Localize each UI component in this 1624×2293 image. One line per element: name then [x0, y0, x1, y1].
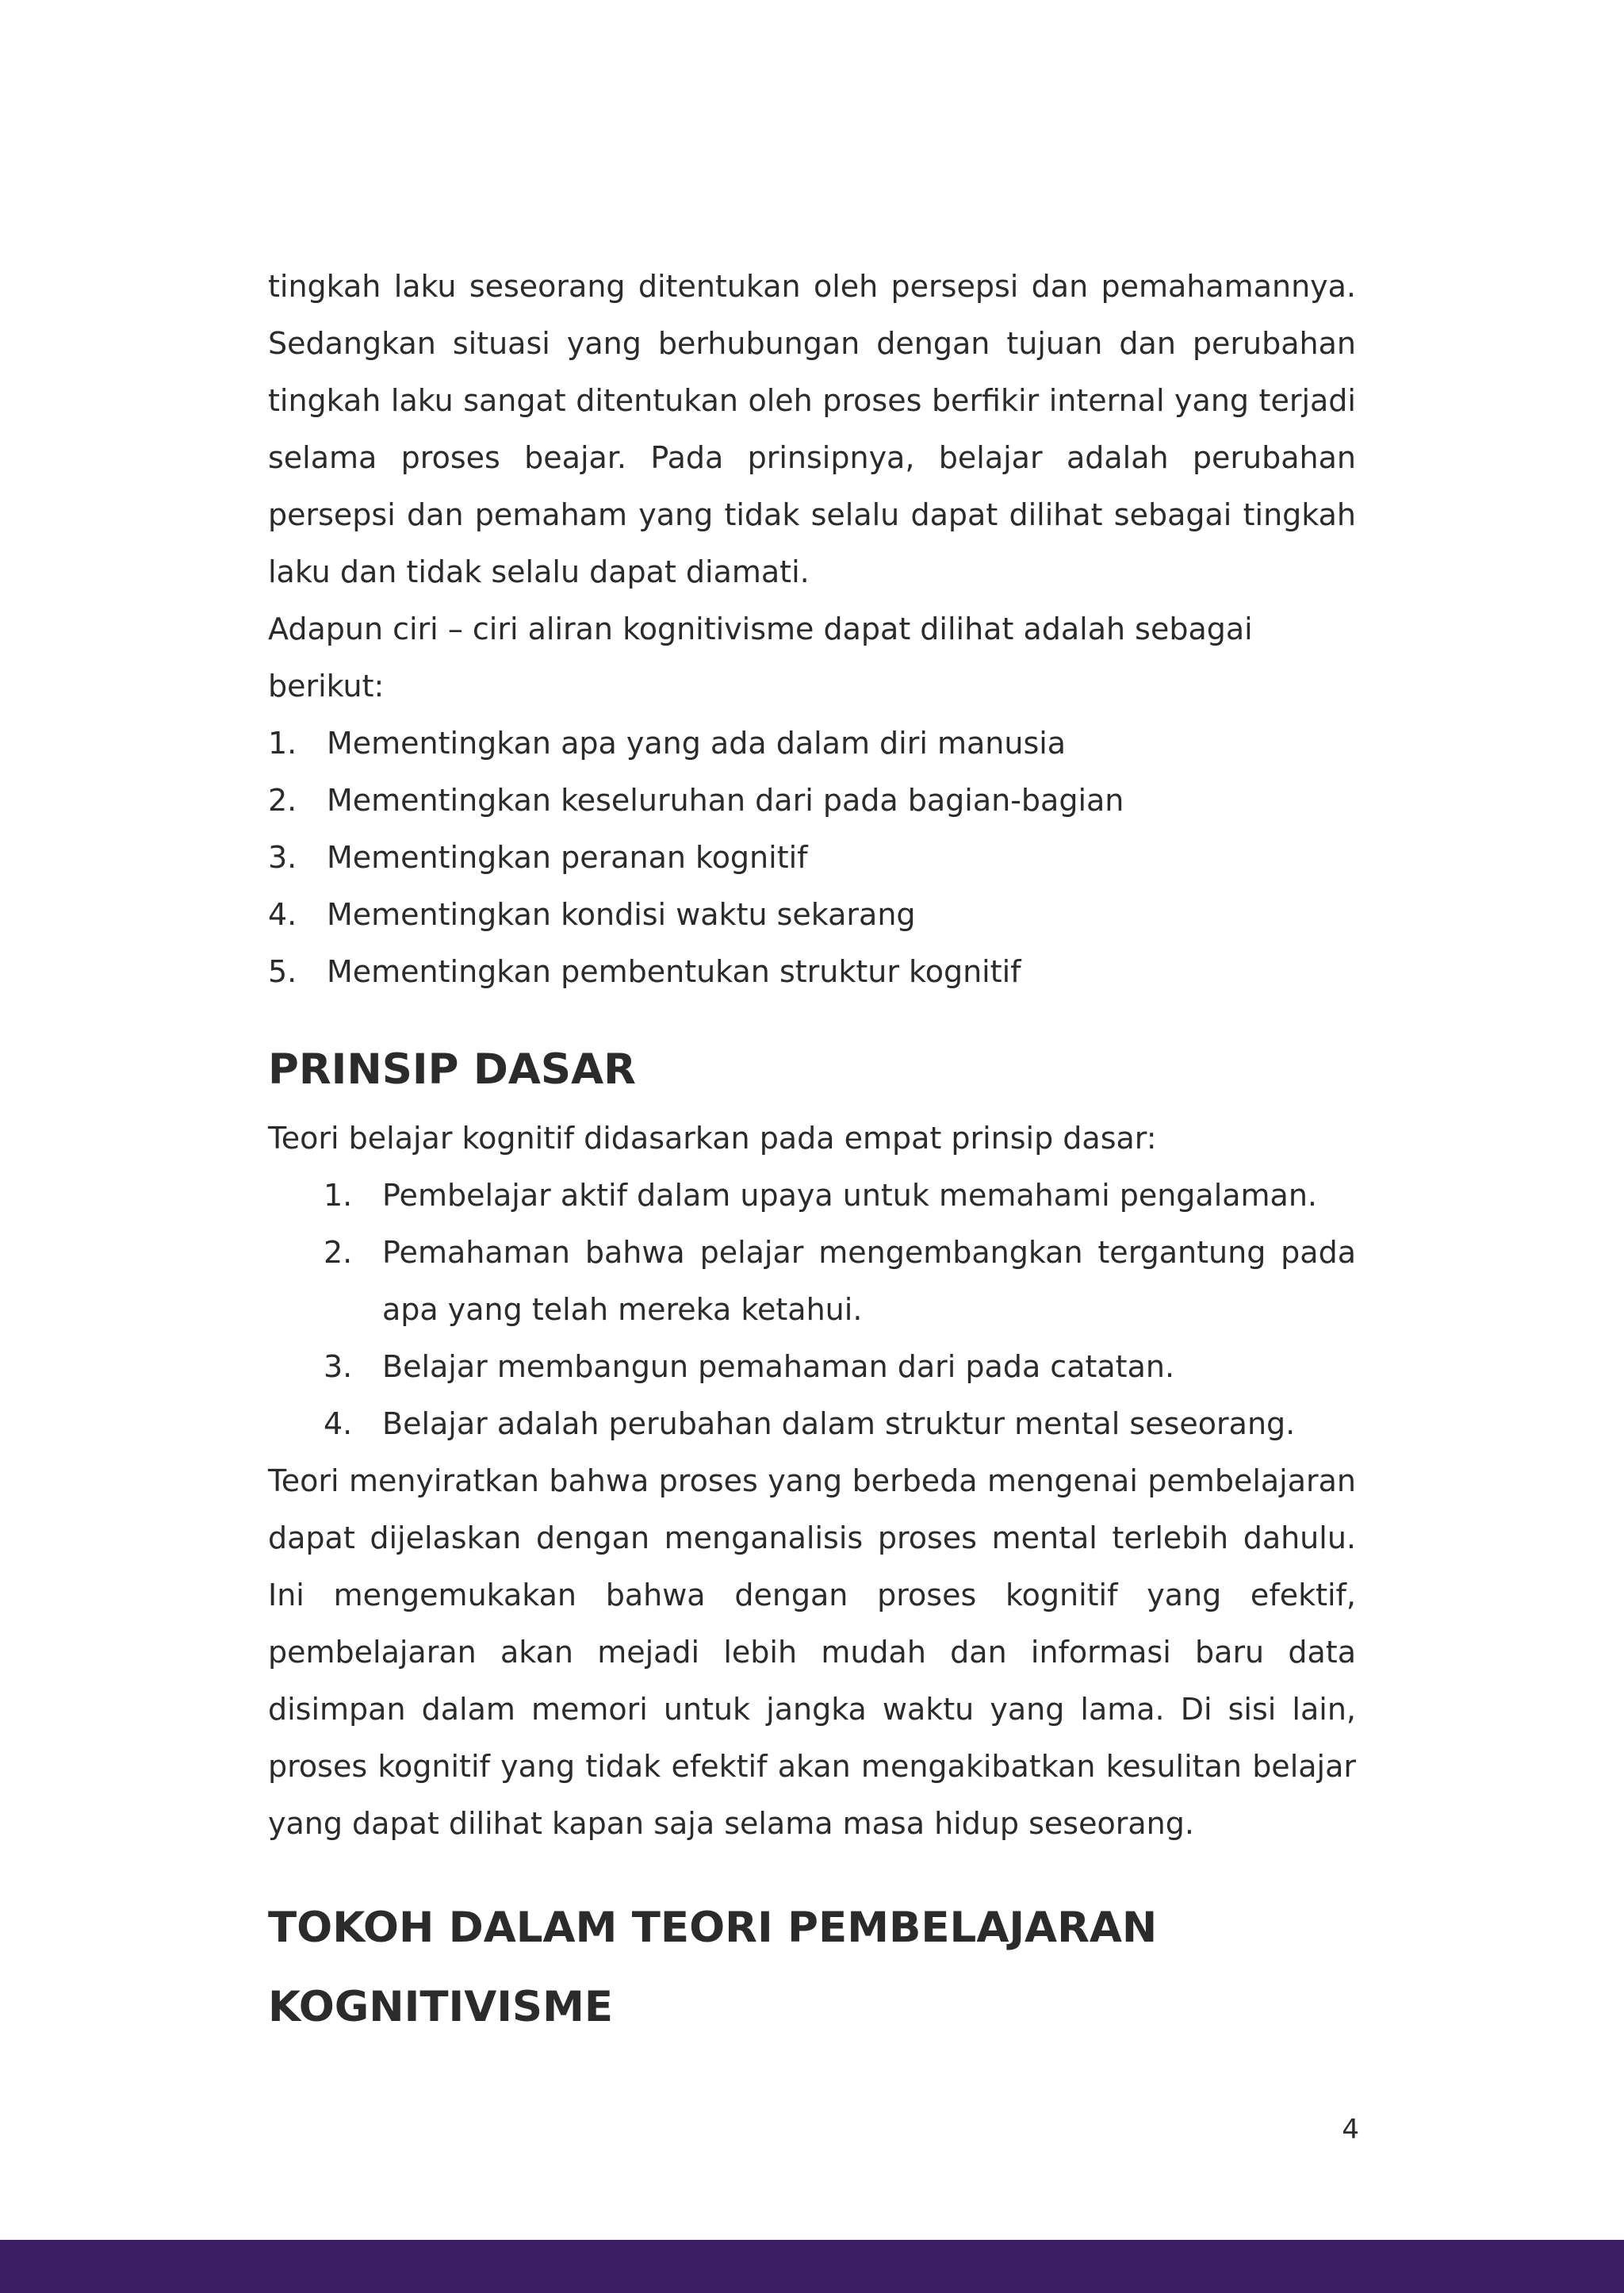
list-number: 4.	[268, 897, 297, 932]
list-number: 1.	[268, 726, 297, 761]
list-item	[268, 829, 1356, 886]
list-text: Mementingkan kondisi waktu sekarang	[327, 897, 916, 932]
list-text: Belajar adalah perubahan dalam struktur mental seseorang.	[382, 1406, 1296, 1441]
list-text: Mementingkan apa yang ada dalam diri manusia	[327, 726, 1067, 761]
list-item	[324, 1338, 1356, 1395]
list-number: 1.	[324, 1178, 353, 1213]
list-item	[324, 1395, 1356, 1452]
list-number: 2.	[324, 1235, 353, 1270]
list-text: Mementingkan keseluruhan dari pada bagian-bagian	[327, 783, 1124, 818]
list-text: Pembelajar aktif dalam upaya untuk memahami pengalaman.	[382, 1178, 1318, 1213]
page-number: 4	[1342, 2114, 1359, 2145]
list-text: Mementingkan pembentukan struktur kognitif	[327, 954, 1021, 989]
intro-paragraph: tingkah laku seseorang ditentukan oleh persepsi dan pemahamannya. Sedangkan situasi yang berhubungan dengan tujuan dan perubahan tingkah laku sangat ditentukan oleh proses berfikir internal yang terjadi selama proses beajar. Pada prinsipnya, belajar adalah perubahan persepsi dan pemaham yang tidak selalu dapat dilihat sebagai tingkah laku dan tidak selalu dapat diamati.	[268, 269, 1356, 589]
list-text: Mementingkan peranan kognitif	[327, 840, 808, 875]
list-number: 4.	[324, 1406, 353, 1441]
ciri-intro: Adapun ciri – ciri aliran kognitivisme dapat dilihat adalah sebagai berikut:	[268, 612, 1253, 704]
list-item	[324, 1167, 1356, 1224]
list-item	[268, 886, 1356, 943]
footer-bar	[0, 2240, 1624, 2293]
list-item	[268, 715, 1356, 772]
list-number: 3.	[324, 1349, 353, 1384]
ciri-list	[268, 715, 1356, 1000]
list-number: 2.	[268, 783, 297, 818]
prinsip-list	[268, 1167, 1356, 1452]
list-item	[268, 772, 1356, 829]
prinsip-intro: Teori belajar kognitif didasarkan pada empat prinsip dasar:	[268, 1121, 1157, 1156]
list-number: 3.	[268, 840, 297, 875]
section-heading-tokoh: TOKOH DALAM TEORI PEMBELAJARAN KOGNITIVISME	[268, 1904, 1158, 2031]
list-text: Belajar membangun pemahaman dari pada catatan.	[382, 1349, 1175, 1384]
section-heading-prinsip-dasar: PRINSIP DASAR	[268, 1045, 636, 1094]
prinsip-closing-paragraph: Teori menyiratkan bahwa proses yang berbeda mengenai pembelajaran dapat dijelaskan dengan menganalisis proses mental terlebih dahulu. Ini mengemukakan bahwa dengan proses kognitif yang efektif, pembelajaran akan mejadi lebih mudah dan informasi baru data disimpan dalam memori untuk jangka waktu yang lama. Di sisi lain, proses kognitif yang tidak efektif akan mengakibatkan kesulitan belajar yang dapat dilihat kapan saja selama masa hidup seseorang.	[268, 1463, 1356, 1841]
list-item	[324, 1224, 1356, 1338]
list-item	[268, 943, 1356, 1000]
list-text: Pemahaman bahwa pelajar mengembangkan tergantung pada apa yang telah mereka ketahui.	[382, 1235, 1356, 1327]
list-number: 5.	[268, 954, 297, 989]
page-content	[268, 258, 1356, 2047]
